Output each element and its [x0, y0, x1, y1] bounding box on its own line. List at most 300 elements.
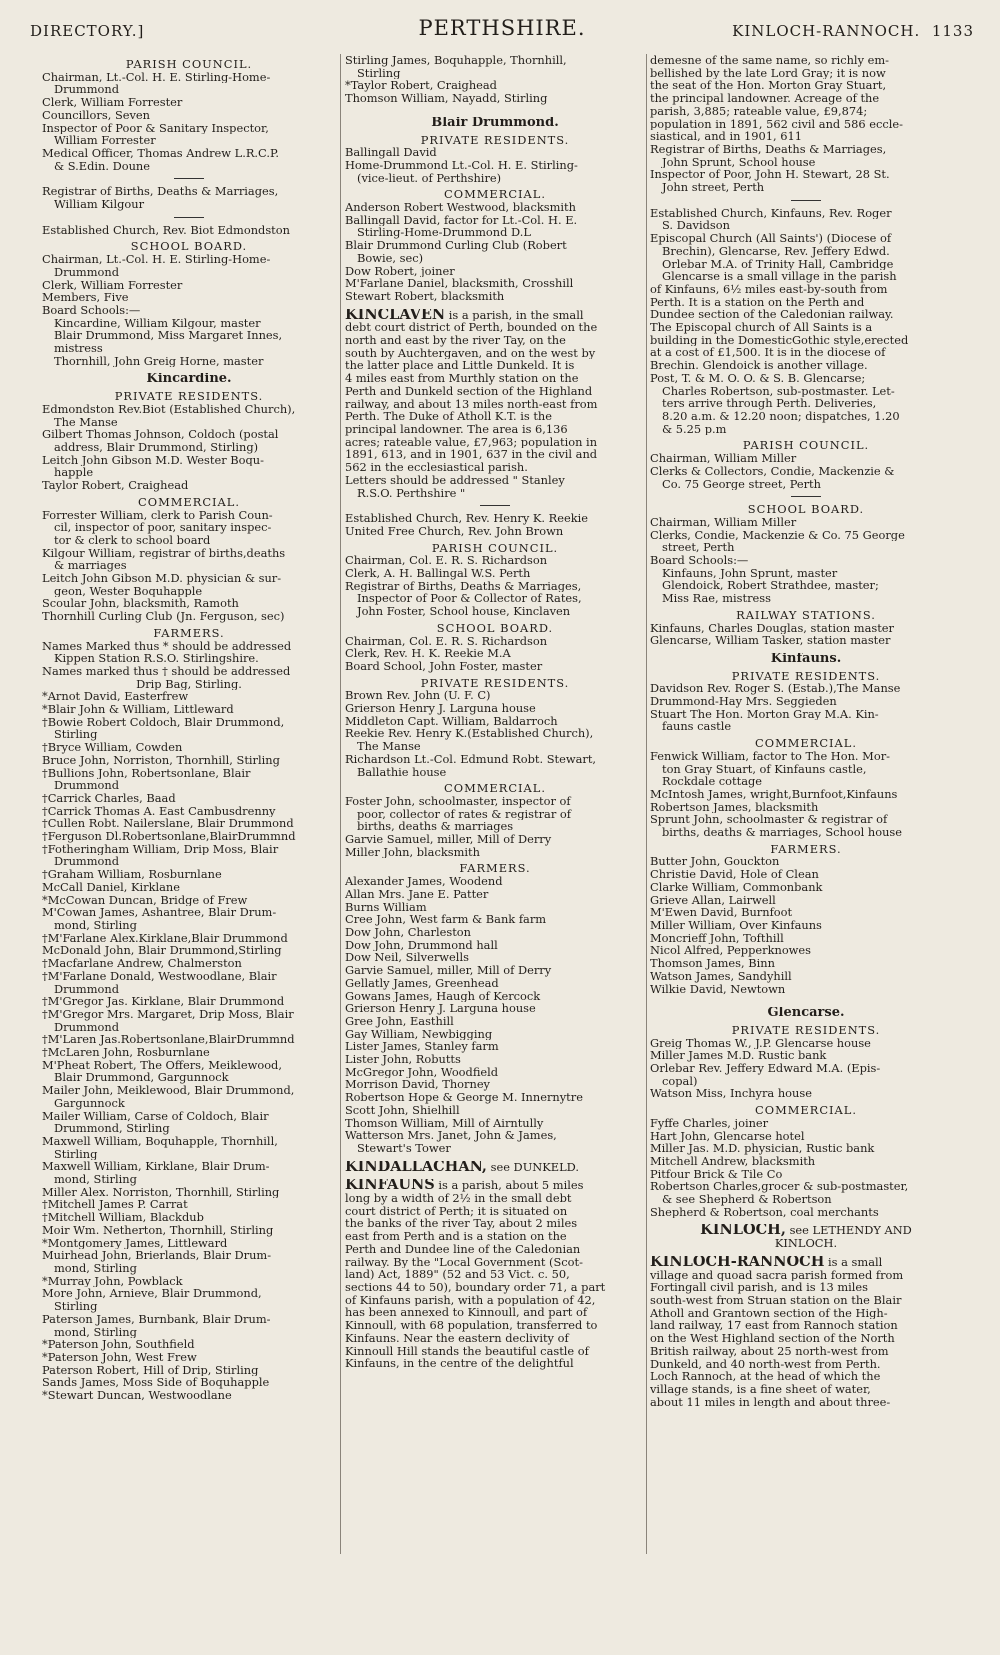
text-line: Leitch John Gibson M.D. physician & sur-: [42, 572, 282, 585]
text-line: 8.20 a.m. & 12.20 noon; dispatches, 1.20: [662, 409, 900, 423]
text-line: *Stewart Duncan, Westwoodlane: [42, 1389, 232, 1402]
text-line: the seat of the Hon. Morton Gray Stuart,: [650, 79, 887, 93]
text-line: †Bullions John, Robertsonlane, Blair: [42, 766, 251, 780]
text-line: Blair Drummond, Miss Margaret Innes,: [54, 329, 283, 343]
text-line: Reekie Rev. Henry K.(Established Church),: [345, 727, 594, 741]
text-line: Stirling: [54, 1147, 98, 1161]
text-line: Stewart Robert, blacksmith: [345, 289, 505, 303]
text-line: Glencarse is a small village in the parish: [662, 270, 897, 283]
text-line: Christie David, Hole of Clean: [650, 868, 819, 881]
text-line: Grieve Allan, Lairwell: [650, 893, 776, 907]
text-line: Clerk, William Forrester: [42, 278, 183, 292]
text-line: M'Ewen David, Burnfoot: [650, 906, 793, 919]
section-heading: FARMERS.: [459, 862, 531, 876]
parish-entry-head: [650, 1224, 962, 1237]
text-line: Allan Mrs. Jane E. Patter: [345, 887, 489, 901]
section-heading: PARISH COUNCIL.: [742, 439, 870, 453]
section-heading: COMMERCIAL.: [138, 495, 240, 509]
text-line: Established Church, Rev. Biot Edmondston: [42, 223, 290, 237]
text-line: †Macfarlane Andrew, Chalmerston: [42, 957, 242, 970]
text-line: Davidson Rev. Roger S. (Estab.),The Manse: [650, 682, 901, 696]
text-line: Robertson Charles,grocer & sub-postmaster,: [650, 1180, 909, 1194]
text-line: KINLOCH.: [774, 1237, 838, 1250]
text-line: McCall Daniel, Kirklane: [42, 880, 180, 894]
text-line: Alexander James, Woodend: [345, 875, 503, 888]
text-line: Drummond: [54, 779, 120, 792]
text-line: Brechin. Glendoick is another village.: [650, 359, 868, 372]
text-line: Miller John, blacksmith: [345, 845, 480, 859]
text-line: geon, Wester Boquhapple: [54, 584, 203, 598]
text-line: *Blair John & William, Littleward: [42, 703, 234, 716]
text-line: south-west from Struan station on the Blair: [650, 1293, 902, 1307]
separator-rule: [791, 200, 821, 201]
parish-name: KINCLAVEN: [345, 308, 446, 322]
text-line: Drummond, Stirling: [54, 1122, 170, 1135]
text-line: Stuart The Hon. Morton Gray M.A. Kin-: [650, 707, 879, 721]
text-line: Board School, John Foster, master: [345, 659, 543, 673]
text-line: Ballingall David, factor for Lt.-Col. H. E.: [345, 213, 578, 227]
text-line: Clerks, Condie, Mackenzie & Co. 75 George: [650, 528, 905, 542]
text-line: births, deaths & marriages, School house: [662, 826, 902, 839]
text-line: poor, collector of rates & registrar of: [357, 807, 571, 821]
text-line: building in the DomesticGothic style,erected: [650, 333, 909, 347]
text-line: & see Shepherd & Robertson: [662, 1193, 832, 1206]
text-line: Forrester William, clerk to Parish Coun-: [42, 508, 273, 522]
place-heading: Glencarse.: [767, 1007, 845, 1020]
text-line: Robertson Hope & George M. Innernytre: [345, 1091, 583, 1104]
text-line: Drip Bag, Stirling.: [136, 677, 242, 691]
parish-entry-head: [650, 1256, 962, 1269]
text-line: Lister John, Robutts: [345, 1053, 461, 1066]
column-rule: [646, 54, 647, 1554]
text-line: & S.Edin. Doune: [54, 159, 151, 173]
header-right: [732, 22, 974, 40]
text-line: Grierson Henry J. Larguna house: [345, 1002, 536, 1015]
text-line: John street, Perth: [662, 181, 765, 194]
text-line: McDonald John, Blair Drummond,Stirling: [42, 944, 282, 958]
text-line: †Carrick Thomas A. East Cambusdrenny: [42, 804, 276, 818]
text-line: Shepherd & Robertson, coal merchants: [650, 1205, 879, 1219]
text-line: Drummond-Hay Mrs. Seggieden: [650, 695, 837, 708]
text-line: The Manse: [54, 415, 118, 429]
text-line: mistress: [54, 342, 103, 355]
text-line: M'Cowan James, Ashantree, Blair Drum-: [42, 906, 277, 919]
text-line: village stands, is a fine sheet of water,: [650, 1382, 871, 1396]
text-line: Stewart's Tower: [357, 1141, 451, 1155]
text-line: Lister James, Stanley farm: [345, 1040, 499, 1054]
text-line: Bowie, sec): [357, 251, 424, 265]
text-line: Garvie Samuel, miller, Mill of Derry: [345, 833, 552, 846]
text-line: Chairman, William Miller: [650, 515, 797, 529]
text-line: 562 in the ecclesiastical parish.: [345, 461, 528, 474]
text-line: *Paterson John, Southfield: [42, 1338, 195, 1351]
text-line: Drummond: [54, 855, 120, 869]
text-line: Clerk, William Forrester: [42, 96, 183, 109]
page-number: 1133: [931, 22, 974, 40]
text-line: Hart John, Glencarse hotel: [650, 1129, 805, 1143]
text-line: Inspector of Poor, John H. Stewart, 28 St.: [650, 168, 890, 182]
separator-rule: [174, 178, 204, 179]
text-line: Richardson Lt.-Col. Edmund Robt. Stewart,: [345, 752, 597, 766]
text-line: Kincardine, William Kilgour, master: [54, 316, 261, 330]
text-line: Chairman, Col. E. R. S. Richardson: [345, 634, 548, 648]
text-line: McIntosh James, wright,Burnfoot,Kinfauns: [650, 787, 898, 801]
text-line: at a cost of £1,500. It is in the diocese of: [650, 346, 886, 360]
text-line: Miller Jas. M.D. physician, Rustic bank: [650, 1142, 875, 1155]
text-line: Perth. The Duke of Atholl K.T. is the: [345, 410, 552, 423]
spacer: [650, 995, 962, 1001]
text-line: Robertson James, blacksmith: [650, 800, 819, 814]
text-line: Orlebar M.A. of Trinity Hall, Cambridge: [662, 257, 894, 271]
text-line: Mailer William, Carse of Coldoch, Blair: [42, 1109, 269, 1123]
text-line: Stirling James, Boquhapple, Thornhill,: [345, 54, 567, 67]
text-line: Charles Robertson, sub-postmaster. Let-: [662, 384, 895, 398]
text-line: Wilkie David, Newtown: [650, 982, 786, 996]
text-line: Muirhead John, Brierlands, Blair Drum-: [42, 1249, 272, 1262]
text-line: Clerk, Rev. H. K. Reekie M.A: [345, 647, 511, 660]
text-line: Kippen Station R.S.O. Stirlingshire.: [54, 652, 259, 665]
text-line: Dow John, Charleston: [345, 926, 471, 939]
text-line: Rockdale cottage: [662, 775, 763, 788]
text-line: Kinfauns, Charles Douglas, station master: [650, 621, 894, 635]
text-line: Taylor Robert, Craighead: [42, 479, 189, 492]
text-line: Mailer John, Meiklewood, Blair Drummond,: [42, 1084, 295, 1097]
section-heading: PRIVATE RESIDENTS.: [731, 1023, 881, 1037]
parish-description: is a parish, in the small: [448, 308, 584, 322]
text-line: Established Church, Kinfauns, Rev. Roger: [650, 206, 892, 220]
text-line: Glencarse, William Tasker, station master: [650, 634, 891, 647]
text-line: Gilbert Thomas Johnson, Coldoch (postal: [42, 428, 279, 441]
text-line: street, Perth: [662, 541, 735, 555]
text-line: †Ferguson Dl.Robertsonlane,BlairDrummnd: [42, 830, 296, 843]
text-line: Miller William, Over Kinfauns: [650, 919, 822, 932]
text-line: Scoular John, blacksmith, Ramoth: [42, 597, 239, 611]
text-line: Butter John, Gouckton: [650, 855, 780, 869]
text-line: Gellatly James, Greenhead: [345, 976, 499, 990]
text-line: debt court district of Perth, bounded on the: [345, 321, 598, 335]
text-line: Gargunnock: [54, 1096, 125, 1110]
text-line: mond, Stirling: [54, 1261, 137, 1275]
text-line: R.S.O. Perthshire ": [357, 486, 466, 500]
text-line: Fortingall civil parish, and is 13 miles: [650, 1281, 869, 1294]
text-line: Greig Thomas W., J.P. Glencarse house: [650, 1036, 871, 1050]
section-heading: PRIVATE RESIDENTS.: [731, 669, 881, 683]
text-line: 1891, 613, and in 1901, 637 in the civil and: [345, 448, 598, 462]
text-line: fauns castle: [662, 720, 732, 734]
text-line: †M'Laren Jas.Robertsonlane,BlairDrummnd: [42, 1033, 295, 1047]
text-line: Maxwell William, Boquhapple, Thornhill,: [42, 1134, 278, 1148]
text-line: births, deaths & marriages: [357, 820, 514, 834]
text-line: Sands James, Moss Side of Boquhapple: [42, 1376, 270, 1390]
place-heading: Blair Drummond.: [431, 116, 559, 130]
text-line: Thomson James, Binn: [650, 957, 775, 970]
section-heading: PARISH COUNCIL.: [431, 541, 559, 555]
text-line: Paterson Robert, Hill of Drip, Stirling: [42, 1363, 259, 1377]
text-line: Thomson William, Mill of Airntully: [345, 1116, 544, 1130]
text-line: Thornhill, John Greig Horne, master: [54, 354, 264, 368]
text-line: Atholl and Grantown section of the High-: [650, 1306, 888, 1320]
text-line: John Sprunt, School house: [662, 155, 816, 169]
section-heading: FARMERS.: [153, 626, 225, 640]
separator-rule: [791, 496, 821, 497]
text-line: Sprunt John, schoolmaster & registrar of: [650, 813, 888, 827]
text-line: †Cullen Robt. Nailerslane, Blair Drummond: [42, 817, 294, 831]
text-line: Watterson Mrs. Janet, John & James,: [345, 1129, 557, 1142]
text-line: mond, Stirling: [54, 1173, 137, 1186]
text-line: More John, Arnieve, Blair Drummond,: [42, 1287, 262, 1301]
text-line: ters arrive through Perth. Deliveries,: [662, 397, 877, 410]
text-line: land railway, 17 east from Rannoch station: [650, 1319, 898, 1333]
text-line: *Taylor Robert, Craighead: [345, 79, 497, 93]
text-line: Garvie Samuel, miller, Mill of Derry: [345, 964, 552, 977]
text-line: Brechin), Glencarse, Rev. Jeffery Edwd.: [662, 244, 890, 258]
text-line: †Carrick Charles, Baad: [42, 791, 176, 805]
text-line: Stirling: [54, 728, 98, 742]
text-line: siastical, and in 1901, 611: [650, 130, 803, 143]
text-line: Orlebar Rev. Jeffery Edward M.A. (Epis-: [650, 1062, 881, 1075]
text-line: address, Blair Drummond, Stirling): [54, 440, 259, 454]
text-line: east from Perth and is a station on the: [345, 1230, 567, 1243]
text-line: Inspector of Poor & Collector of Rates,: [357, 592, 582, 606]
text-line: Kinfauns. Near the eastern declivity of: [345, 1331, 569, 1345]
text-line: Ballingall David: [345, 146, 437, 159]
text-line: south by Auchtergaven, and on the west by: [345, 346, 596, 360]
header-county: PERTHSHIRE.: [418, 16, 586, 40]
text-line: Stirling: [357, 66, 401, 80]
section-heading: SCHOOL BOARD.: [747, 503, 865, 516]
text-line: Foster John, schoolmaster, inspector of: [345, 794, 571, 808]
text-line: happle: [54, 466, 94, 480]
text-line: Middleton Capt. William, Baldarroch: [345, 714, 558, 728]
text-line: population in 1891, 562 civil and 586 eccle-: [650, 117, 903, 131]
text-line: British railway, about 25 north-west from: [650, 1344, 889, 1358]
text-line: of Kinfauns, 6½ miles east-by-south from: [650, 282, 888, 296]
text-line: Post, T. & M. O. O. & S. B. Glencarse;: [650, 371, 866, 385]
header-place: KINLOCH-RANNOCH.: [732, 22, 921, 40]
text-line: †Fotheringham William, Drip Moss, Blair: [42, 842, 279, 856]
text-line: John Foster, School house, Kinclaven: [357, 605, 571, 618]
text-line: on the West Highland section of the North: [650, 1332, 895, 1345]
section-heading: PARISH COUNCIL.: [125, 58, 253, 71]
text-line: parish, 3,885; rateable value, £9,874;: [650, 104, 868, 118]
text-line: railway, and about 13 miles north-east from: [345, 397, 598, 411]
text-line: Blair Drummond, Gargunnock: [54, 1071, 229, 1085]
text-line: has been annexed to Kinnoull, and part of: [345, 1306, 588, 1320]
parish-entry-head: [345, 1179, 645, 1192]
column-3: [650, 54, 962, 1644]
text-line: Clerk, A. H. Ballingal W.S. Perth: [345, 567, 531, 580]
page-header: [30, 14, 974, 50]
text-line: Miller James M.D. Rustic bank: [650, 1049, 827, 1063]
text-line: Thomson William, Nayadd, Stirling: [345, 92, 548, 105]
text-line: Established Church, Rev. Henry K. Reekie: [345, 512, 588, 525]
text-line: sections 44 to 50), boundary order 71, a part: [345, 1280, 606, 1294]
text-line: Scott John, Shielhill: [345, 1103, 460, 1117]
text-line: Stirling: [54, 1300, 98, 1313]
parish-name: KINDALLACHAN,: [345, 1160, 487, 1174]
text-line: Glendoick, Robert Strathdee, master;: [662, 579, 879, 593]
text-line: Members, Five: [42, 291, 129, 304]
parish-description: see LETHENDY AND: [789, 1224, 912, 1238]
text-line: court district of Perth; it is situated on: [345, 1204, 568, 1218]
text-line: & 5.25 p.m: [662, 422, 727, 436]
section-heading: COMMERCIAL.: [755, 1104, 857, 1117]
text-line: (vice-lieut. of Perthshire): [357, 171, 502, 185]
text-line: Dundee section of the Caledonian railway.: [650, 308, 894, 322]
text-line: William Kilgour: [54, 198, 145, 211]
section-heading: PRIVATE RESIDENTS.: [420, 676, 570, 690]
text-line: Fyffe Charles, joiner: [650, 1116, 769, 1130]
text-line: ton Gray Stuart, of Kinfauns castle,: [662, 762, 867, 776]
text-line: demesne of the same name, so richly em-: [650, 54, 890, 67]
text-line: Chairman, William Miller: [650, 452, 797, 465]
text-line: Names Marked thus * should be addressed: [42, 639, 292, 653]
text-line: Kinnoull Hill stands the beautiful castle of: [345, 1344, 589, 1358]
text-line: Mitchell Andrew, blacksmith: [650, 1154, 816, 1168]
section-heading: PRIVATE RESIDENTS.: [420, 133, 570, 147]
text-line: Kinfauns, in the centre of the delightful: [345, 1357, 574, 1370]
text-line: Names marked thus † should be addressed: [42, 664, 291, 678]
text-line: railway. By the "Local Government (Scot-: [345, 1255, 583, 1269]
text-line: Watson James, Sandyhill: [650, 969, 792, 983]
text-line: Kinfauns, John Sprunt, master: [662, 566, 838, 580]
text-line: Burns William: [345, 900, 427, 914]
text-line: *Montgomery James, Littleward: [42, 1236, 228, 1250]
text-line: †M'Gregor Jas. Kirklane, Blair Drummond: [42, 995, 285, 1008]
text-line: Miller Alex. Norriston, Thornhill, Stirling: [42, 1185, 280, 1199]
text-line: The Manse: [357, 740, 421, 753]
place-heading: Kincardine.: [146, 373, 232, 387]
text-line: †Mitchell James P. Carrat: [42, 1198, 188, 1212]
text-line: Miss Rae, mistress: [662, 592, 771, 605]
text-line: Anderson Robert Westwood, blacksmith: [345, 201, 576, 214]
text-line: Dow Robert, joiner: [345, 264, 455, 278]
text-line: Cree John, West farm & Bank farm: [345, 913, 547, 926]
text-line: & marriages: [54, 559, 127, 573]
text-line: the banks of the river Tay, about 2 miles: [345, 1217, 578, 1231]
text-line: Chairman, Col. E. R. S. Richardson: [345, 554, 548, 568]
text-line: tor & clerk to school board: [54, 533, 211, 547]
text-line: Dunkeld, and 40 north-west from Perth.: [650, 1357, 881, 1371]
text-line: †M'Gregor Mrs. Margaret, Drip Moss, Blair: [42, 1007, 294, 1021]
text-line: Bruce John, Norriston, Thornhill, Stirling: [42, 753, 280, 767]
text-line: *Paterson John, West Frew: [42, 1350, 197, 1364]
text-line: Perth and Dunkeld section of the Highland: [345, 384, 593, 398]
text-line: Councillors, Seven: [42, 108, 150, 122]
text-line: Edmondston Rev.Biot (Established Church),: [42, 402, 296, 416]
text-line: Dow Neil, Silverwells: [345, 951, 469, 965]
text-line: Leitch John Gibson M.D. Wester Boqu-: [42, 453, 264, 467]
text-line: Clarke William, Commonbank: [650, 880, 823, 894]
text-line: Loch Rannoch, at the head of which the: [650, 1370, 881, 1383]
section-heading: RAILWAY STATIONS.: [736, 608, 876, 622]
column-1: [42, 54, 336, 1644]
text-line: †Bryce William, Cowden: [42, 741, 183, 754]
text-line: McGregor John, Woodfield: [345, 1065, 499, 1079]
text-line: Nicol Alfred, Pepperknowes: [650, 944, 812, 958]
text-line: Dow John, Drummond hall: [345, 938, 498, 952]
text-line: Moir Wm. Netherton, Thornhill, Stirling: [42, 1223, 274, 1237]
text-line: of Kinfauns parish, with a population of 42,: [345, 1293, 596, 1307]
parish-name: KINLOCH-RANNOCH: [650, 1255, 825, 1269]
parish-description: is a parish, about 5 miles: [438, 1179, 584, 1193]
text-line: Drummond: [54, 265, 120, 279]
text-line: Brown Rev. John (U. F. C): [345, 689, 491, 703]
text-line: bellished by the late Lord Gray; it is now: [650, 66, 886, 80]
parish-entry-head: [345, 309, 645, 322]
text-line: principal landowner. The area is 6,136: [345, 422, 568, 436]
parish-name: KINLOCH,: [700, 1224, 786, 1238]
text-line: Board Schools:—: [42, 303, 141, 317]
text-line: Blair Drummond Curling Club (Robert: [345, 239, 567, 252]
section-heading: COMMERCIAL.: [444, 188, 546, 202]
text-line: †M'Farlane Alex.Kirklane,Blair Drummond: [42, 931, 288, 945]
text-line: Co. 75 George street, Perth: [662, 477, 821, 491]
text-line: Kinnoull, with 68 population, transferred to: [345, 1319, 598, 1332]
text-line: Kilgour William, registrar of births,deaths: [42, 546, 286, 560]
text-line: M'Pheat Robert, The Offers, Meiklewood,: [42, 1058, 282, 1072]
text-line: †Mitchell William, Blackdub: [42, 1211, 204, 1224]
text-line: 4 miles east from Murthly station on the: [345, 372, 579, 385]
text-line: Letters should be addressed " Stanley: [345, 473, 565, 487]
separator-rule: [480, 505, 510, 506]
text-line: †M'Farlane Donald, Westwoodlane, Blair: [42, 969, 277, 983]
section-heading: FARMERS.: [770, 842, 842, 856]
section-heading: SCHOOL BOARD.: [130, 240, 248, 254]
text-line: Perth. It is a station on the Perth and: [650, 295, 865, 309]
text-line: Maxwell William, Kirklane, Blair Drum-: [42, 1160, 270, 1174]
text-line: Inspector of Poor & Sanitary Inspector,: [42, 121, 269, 135]
text-line: north and east by the river Tay, on the: [345, 334, 566, 347]
text-line: Registrar of Births, Deaths & Marriages,: [42, 185, 279, 199]
text-line: Registrar of Births, Deaths & Marriages,: [650, 142, 887, 156]
text-line: about 11 miles in length and about three-: [650, 1395, 891, 1409]
text-line: M'Farlane Daniel, blacksmith, Crosshill: [345, 277, 574, 290]
text-line: United Free Church, Rev. John Brown: [345, 524, 564, 538]
text-line: The Episcopal church of All Saints is a: [650, 321, 873, 334]
text-line: Gowans James, Haugh of Kercock: [345, 989, 541, 1003]
column-rule: [340, 54, 341, 1554]
section-heading: COMMERCIAL.: [444, 782, 546, 795]
text-line: Grierson Henry J. Larguna house: [345, 702, 536, 715]
text-line: †Graham William, Rosburnlane: [42, 868, 222, 881]
text-line: the principal landowner. Acreage of the: [650, 92, 880, 105]
text-line: Fenwick William, factor to The Hon. Mor-: [650, 749, 890, 763]
text-line: mond, Stirling: [54, 1325, 137, 1339]
section-heading: SCHOOL BOARD.: [436, 621, 554, 635]
text-line: cil, inspector of poor, sanitary inspec-: [54, 521, 272, 534]
text-line: Drummond: [54, 982, 120, 996]
header-section: DIRECTORY.]: [30, 22, 145, 40]
text-line: †McLaren John, Rosburnlane: [42, 1046, 210, 1059]
text-line: †Bowie Robert Coldoch, Blair Drummond,: [42, 715, 285, 729]
text-line: William Forrester: [54, 134, 156, 147]
separator-rule: [174, 217, 204, 218]
text-line: *McCowan Duncan, Bridge of Frew: [42, 893, 248, 907]
text-line: land) Act, 1889" (52 and 53 Vict. c. 50,: [345, 1268, 570, 1281]
spacer: [345, 105, 645, 111]
place-heading: Kinfauns.: [770, 652, 842, 666]
text-line: long by a width of 2½ in the small debt: [345, 1192, 572, 1205]
text-line: Chairman, Lt.-Col. H. E. Stirling-Home-: [42, 70, 271, 84]
text-line: Registrar of Births, Deaths & Marriages,: [345, 579, 582, 593]
text-line: Watson Miss, Inchyra house: [650, 1087, 812, 1101]
section-heading: PRIVATE RESIDENTS.: [114, 390, 264, 403]
text-line: Morrison David, Thorney: [345, 1078, 490, 1092]
text-line: Drummond: [54, 83, 120, 97]
text-line: Perth and Dundee line of the Caledonian: [345, 1242, 581, 1256]
text-line: Thornhill Curling Club (Jn. Ferguson, sec): [42, 610, 285, 623]
